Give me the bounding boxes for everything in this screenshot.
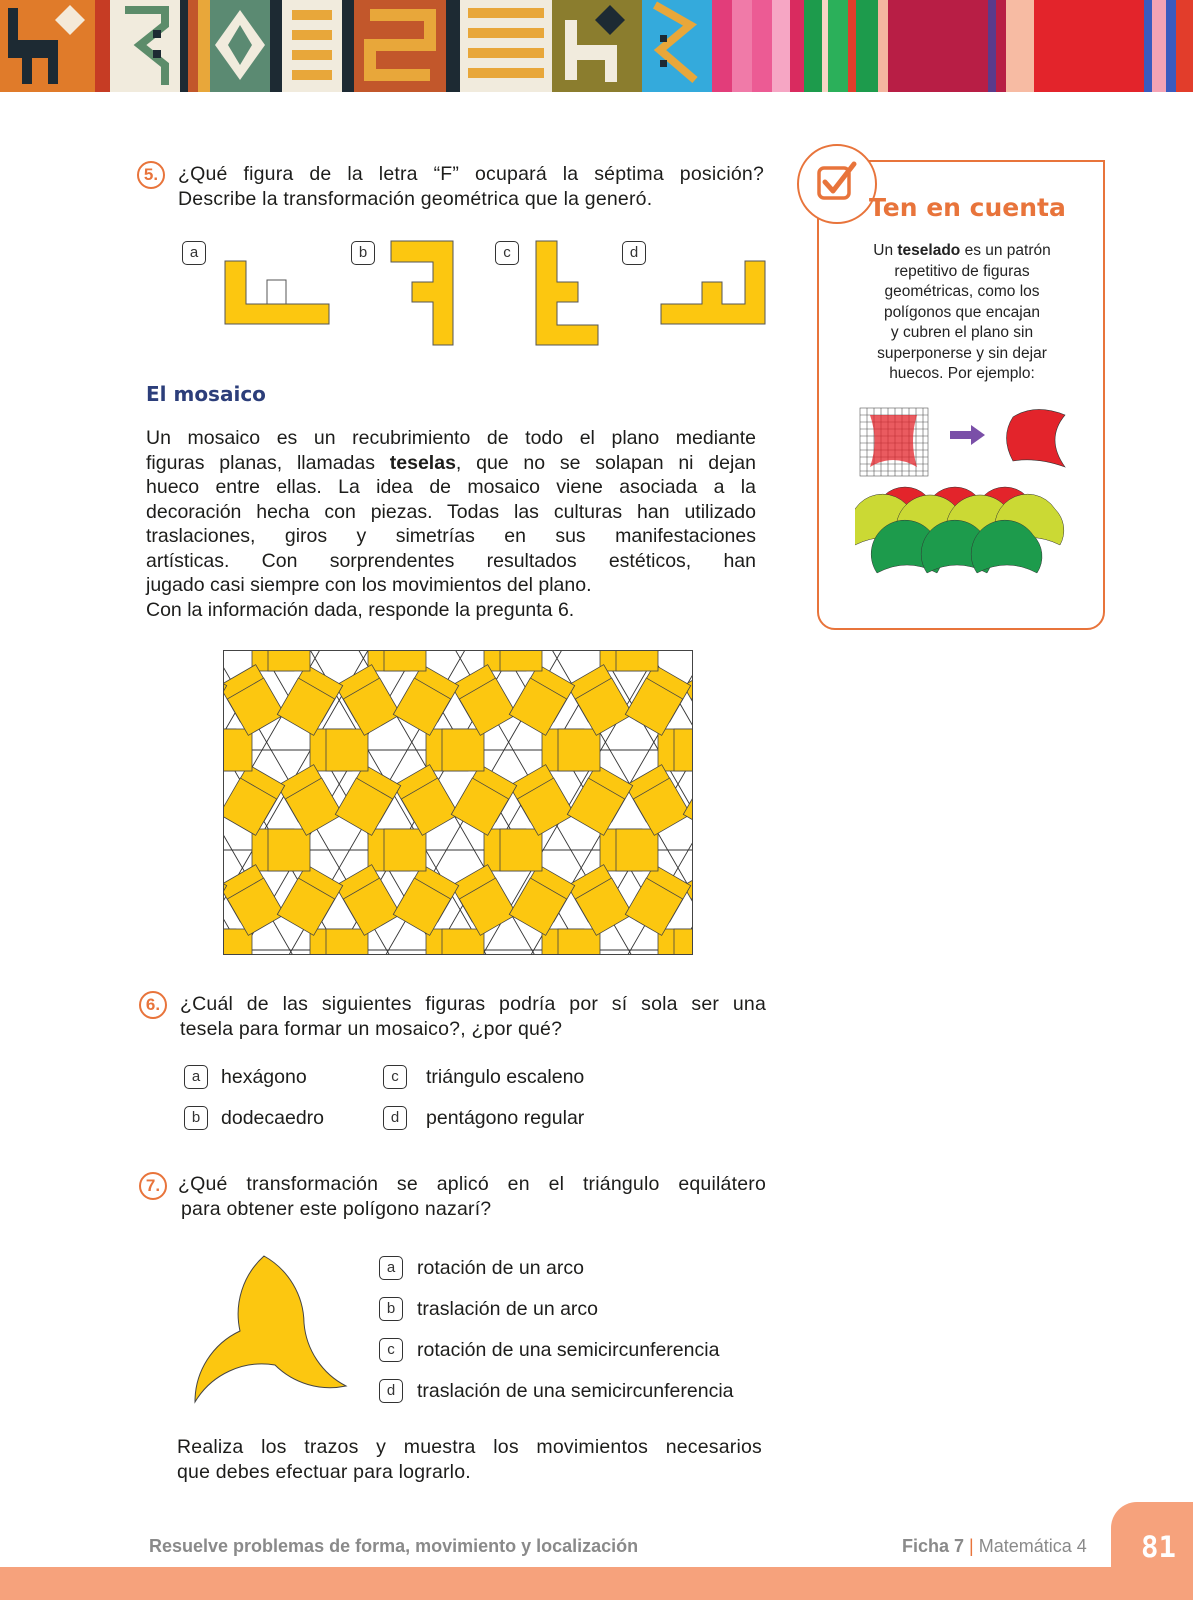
q7-instruction-line-1: Realiza los trazos y muestra los movimientos necesarios xyxy=(177,1436,762,1458)
mosaic-line-4: decoración hecha con piezas. Todas las culturas han utilizado xyxy=(146,500,756,523)
q7-option-c-label[interactable]: rotación de una semicircunferencia xyxy=(417,1339,720,1361)
mosaic-line-2-end: , que no se solapan ni dejan xyxy=(455,451,756,474)
q7-option-b-label[interactable]: traslación de un arco xyxy=(417,1298,599,1320)
footer-competency: Resuelve problemas de forma, movimiento y localización xyxy=(149,1536,639,1556)
page-number: 81 xyxy=(1141,1530,1176,1564)
mosaic-section-title: El mosaico xyxy=(146,382,266,406)
mosaic-line-6: artísticas. Con sorprendentes resultados estéticos, han xyxy=(146,549,756,572)
mosaic-square-tile xyxy=(558,929,600,955)
footer-bar xyxy=(0,1567,1193,1600)
mosaic-line-2-start: figuras planas, llamadas xyxy=(146,451,390,474)
question-7-number: 7. xyxy=(139,1172,167,1200)
footer-ficha xyxy=(902,1536,1087,1557)
q7-option-a-label[interactable]: rotación de un arco xyxy=(417,1257,584,1279)
q6-option-d-marker[interactable]: d xyxy=(383,1106,407,1130)
nazari-polygon-figure xyxy=(193,1252,351,1407)
checklist-icon xyxy=(797,144,877,224)
mosaic-square-tile xyxy=(674,929,693,955)
mosaic-paragraph xyxy=(146,426,756,622)
q5-option-d-marker[interactable]: d xyxy=(622,241,646,265)
q5-option-a-marker[interactable]: a xyxy=(182,241,206,265)
mosaic-pattern-image xyxy=(223,650,693,955)
mosaic-line-8: Con la información dada, responde la pregunta 6. xyxy=(146,598,575,621)
mosaic-square-tile xyxy=(268,650,310,671)
mosaic-square-tile xyxy=(384,650,426,671)
question-5-text xyxy=(178,162,764,212)
mosaic-square-tile xyxy=(223,729,252,771)
q7-option-d-label[interactable]: traslación de una semicircunferencia xyxy=(417,1380,734,1402)
q6-option-b-marker[interactable]: b xyxy=(184,1106,208,1130)
mosaic-line-1: Un mosaico es un recubrimiento de todo el plano mediante xyxy=(146,427,756,449)
q7-instruction-line-2: que debes efectuar para lograrlo. xyxy=(177,1461,471,1483)
q7-option-c-marker[interactable]: c xyxy=(379,1338,403,1362)
tip-line-5: y cubren el plano sin xyxy=(890,324,1034,341)
q7-option-b-marker[interactable]: b xyxy=(379,1297,403,1321)
mosaic-line-3: hueco entre ellas. La idea de mosaico viene asociada a la xyxy=(146,476,756,498)
teselado-term: teselado xyxy=(897,242,961,259)
question-6-line-1: ¿Cuál de las siguientes figuras podría por sí sola ser una xyxy=(180,993,766,1015)
mosaic-tiles xyxy=(223,650,693,955)
q6-option-a-label[interactable]: hexágono xyxy=(221,1066,307,1088)
question-5-line-2: Describe la transformación geométrica que la generó. xyxy=(178,188,653,210)
mosaic-line-2 xyxy=(146,451,756,476)
mosaic-square-tile xyxy=(326,729,368,771)
mosaic-square-tile xyxy=(384,829,426,871)
q6-option-b-label[interactable]: dodecaedro xyxy=(221,1107,325,1129)
question-7-line-2: para obtener este polígono nazarí? xyxy=(181,1198,492,1220)
question-7-text xyxy=(178,1172,766,1222)
tip-line-4: polígonos que encajan xyxy=(884,303,1040,321)
mosaic-square-tile xyxy=(500,829,542,871)
q7-option-d-marker[interactable]: d xyxy=(379,1379,403,1403)
tip-line-6: superponerse y sin dejar xyxy=(877,344,1047,362)
footer-separator: | xyxy=(969,1536,974,1556)
question-6-number: 6. xyxy=(139,991,167,1019)
question-6-line-2: tesela para formar un mosaico?, ¿por qué? xyxy=(180,1018,563,1040)
q6-option-c-marker[interactable]: c xyxy=(383,1065,407,1089)
mosaic-square-tile xyxy=(674,729,693,771)
teselas-term: teselas xyxy=(389,451,456,474)
mosaic-line-7: jugado casi siempre con los movimientos del plano. xyxy=(146,574,592,596)
question-6-text xyxy=(180,992,766,1042)
mosaic-line-5: traslaciones, giros y simetrías en sus manifestaciones xyxy=(146,525,756,547)
question-7-line-1: ¿Qué transformación se aplicó en el triángulo equilátero xyxy=(178,1173,766,1195)
question-5-line-1: ¿Qué figura de la letra “F” ocupará la séptima posición? xyxy=(178,163,764,185)
tip-line-3: geométricas, como los xyxy=(884,283,1040,300)
letter-f-figure-a[interactable] xyxy=(224,260,331,326)
q7-option-a-marker[interactable]: a xyxy=(379,1256,403,1280)
tip-line-1 xyxy=(840,241,1084,262)
q6-option-d-label[interactable]: pentágono regular xyxy=(426,1107,585,1129)
mosaic-square-tile xyxy=(442,929,484,955)
tip-title: Ten en cuenta xyxy=(869,193,1066,222)
mosaic-square-tile xyxy=(558,729,600,771)
footer-ficha-label: Ficha 7 xyxy=(902,1536,965,1556)
mosaic-square-tile xyxy=(616,829,658,871)
mosaic-square-tile xyxy=(442,729,484,771)
letter-f-figure-c[interactable] xyxy=(535,240,600,347)
tip-text xyxy=(840,241,1084,385)
q5-option-c-marker[interactable]: c xyxy=(495,241,519,265)
tip-line-1-start: Un xyxy=(873,242,898,259)
tip-line-7: huecos. Por ejemplo: xyxy=(889,365,1035,382)
letter-f-figure-b[interactable] xyxy=(390,240,455,347)
teselado-example-image xyxy=(855,405,1070,585)
decorative-textile-banner xyxy=(0,0,1193,92)
footer-subject: Matemática 4 xyxy=(978,1536,1087,1556)
mosaic-square-tile xyxy=(268,829,310,871)
q6-option-a-marker[interactable]: a xyxy=(184,1065,208,1089)
q6-option-c-label[interactable]: triángulo escaleno xyxy=(426,1066,585,1088)
letter-f-figure-d[interactable] xyxy=(660,260,767,326)
question-7-instruction xyxy=(177,1435,762,1485)
tip-line-1-end: es un patrón xyxy=(960,242,1051,259)
mosaic-square-tile xyxy=(616,650,658,671)
q5-option-b-marker[interactable]: b xyxy=(351,241,375,265)
mosaic-square-tile xyxy=(326,929,368,955)
tip-line-2: repetitivo de figuras xyxy=(894,262,1030,280)
mosaic-square-tile xyxy=(500,650,542,671)
question-5-number: 5. xyxy=(137,161,165,189)
